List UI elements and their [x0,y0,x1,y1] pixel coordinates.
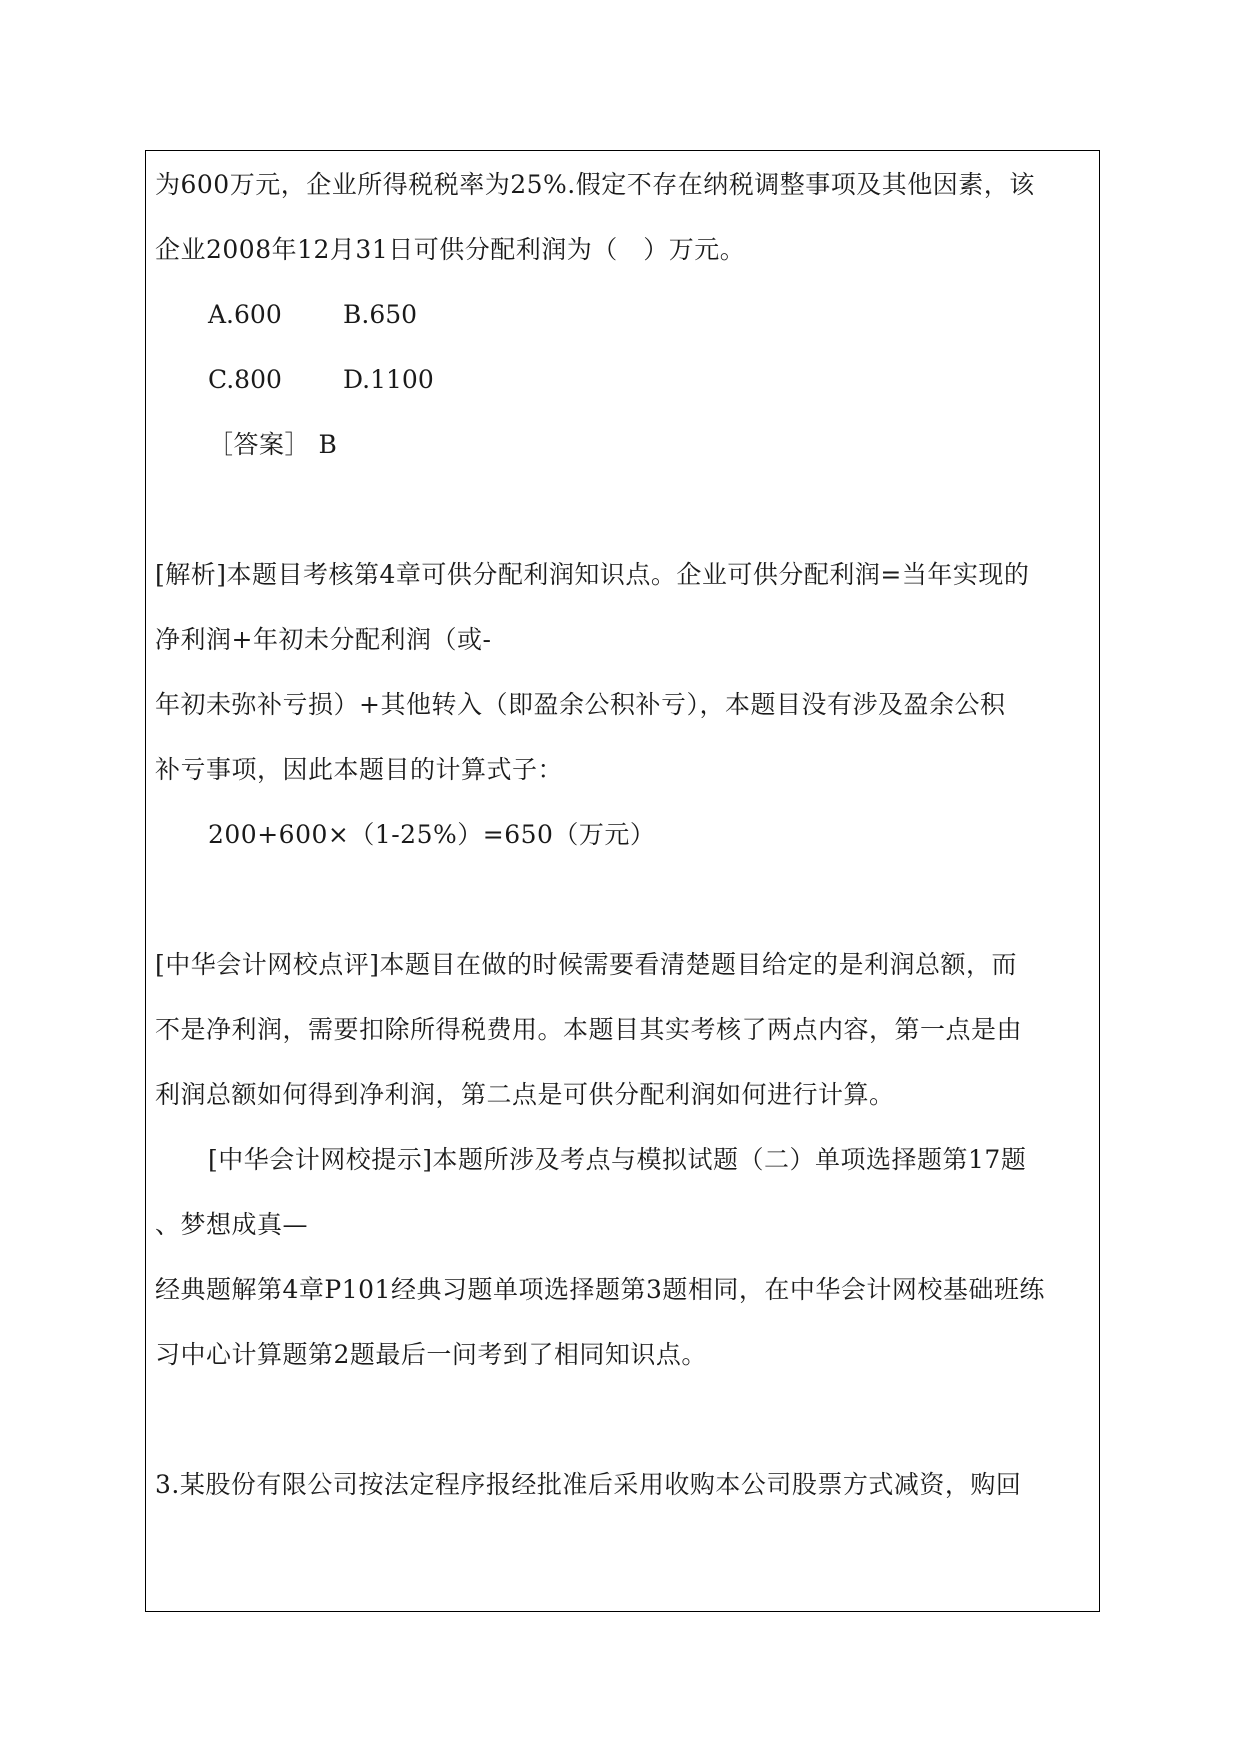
analysis-line-4: 补亏事项，因此本题目的计算式子： [155,755,564,784]
analysis-line-1: [解析]本题目考核第4章可供分配利润知识点。企业可供分配利润=当年实现的 [155,560,1030,589]
answer-line: ［答案］ B [208,430,338,459]
formula-line: 200+600×（1-25%）=650（万元） [208,820,656,849]
tip-line-1: [中华会计网校提示]本题所涉及考点与模拟试题（二）单项选择题第17题 [208,1145,1027,1174]
question-text-line-1: 为600万元，企业所得税税率为25%.假定不存在纳税调整事项及其他因素，该 [155,170,1035,199]
comment-line-2: 不是净利润，需要扣除所得税费用。本题目其实考核了两点内容，第一点是由 [155,1015,1023,1044]
tip-line-2: 、梦想成真— [155,1210,309,1239]
option-b: B.650 [343,300,418,329]
option-d: D.1100 [343,365,434,394]
analysis-line-2: 净利润+年初未分配利润（或- [155,625,492,654]
tip-line-3: 经典题解第4章P101经典习题单项选择题第3题相同，在中华会计网校基础班练 [155,1275,1045,1304]
comment-line-3: 利润总额如何得到净利润，第二点是可供分配利润如何进行计算。 [155,1080,895,1109]
comment-line-1: [中华会计网校点评]本题目在做的时候需要看清楚题目给定的是利润总额，而 [155,950,1018,979]
next-question-line: 3.某股份有限公司按法定程序报经批准后采用收购本公司股票方式减资，购回 [155,1470,1022,1499]
question-text-line-2: 企业2008年12月31日可供分配利润为（ ）万元。 [155,235,746,264]
option-c: C.800 [208,365,282,394]
tip-line-4: 习中心计算题第2题最后一问考到了相同知识点。 [155,1340,707,1369]
page-frame [145,150,1100,1612]
option-a: A.600 [208,300,282,329]
analysis-line-3: 年初未弥补亏损）+其他转入（即盈余公积补亏），本题目没有涉及盈余公积 [155,690,1006,719]
